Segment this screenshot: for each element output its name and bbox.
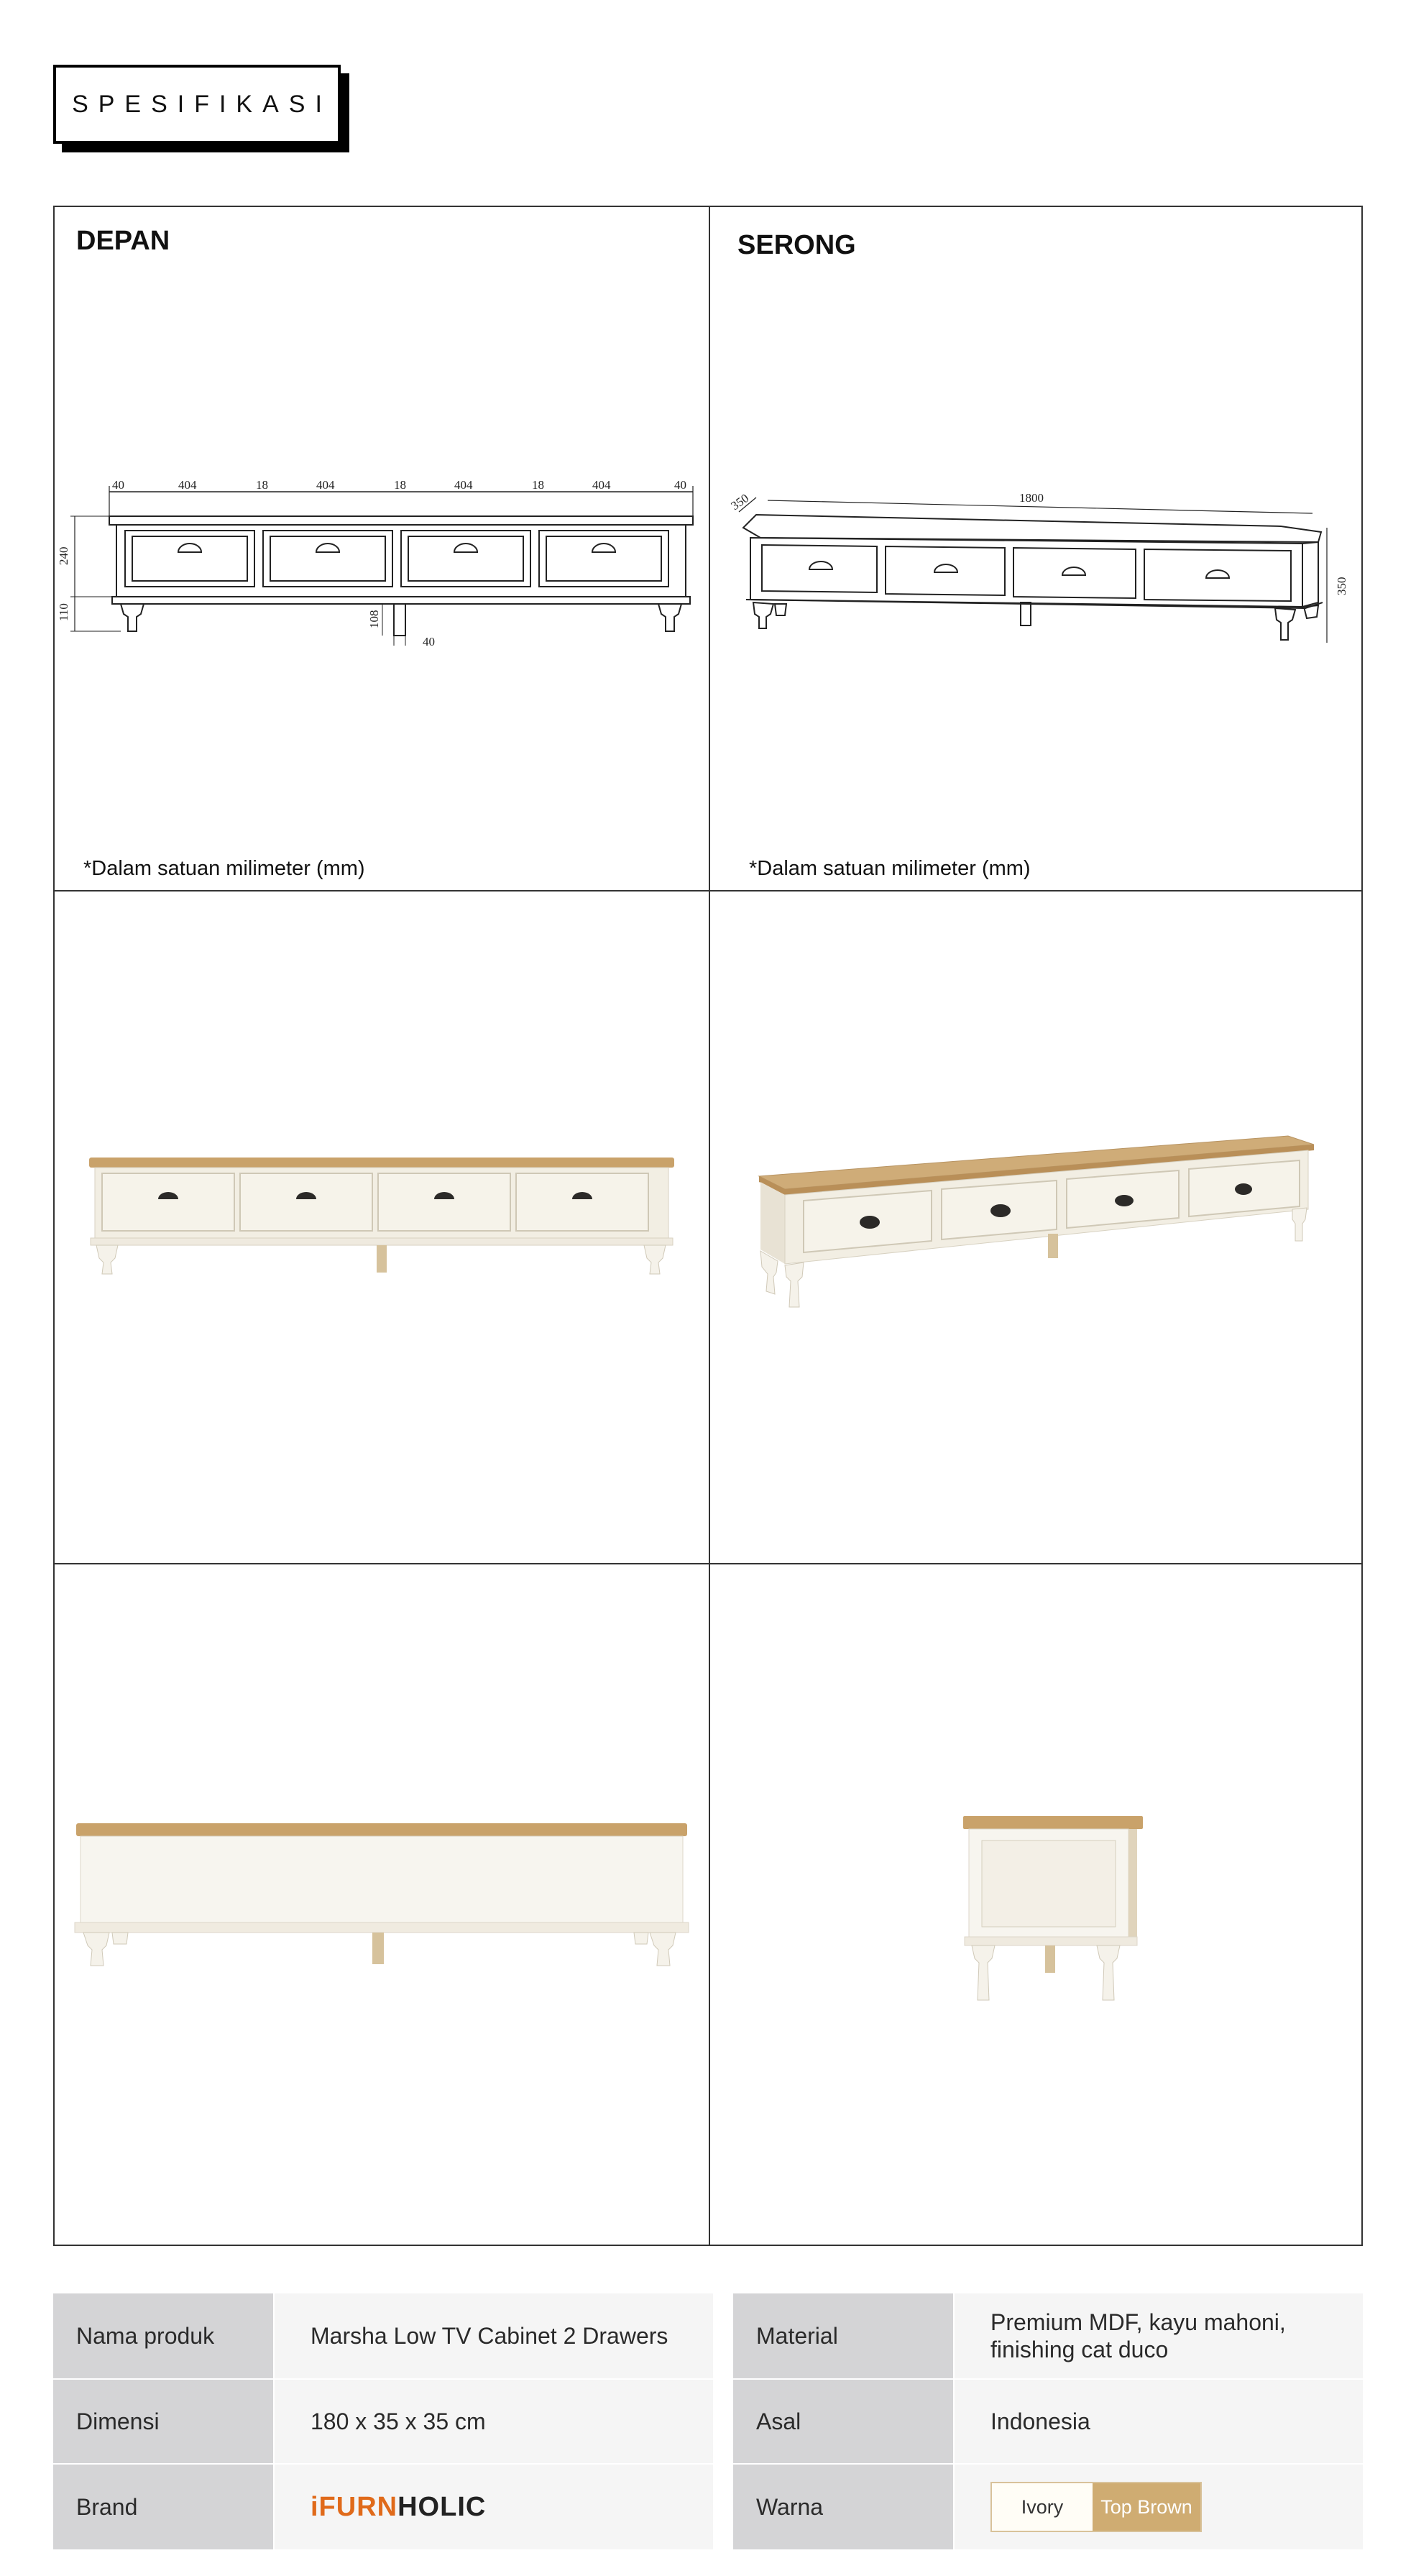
dim-front-leg: 110 [57, 603, 70, 621]
dim-front-1: 404 [178, 480, 197, 492]
dim-angle-depth: 350 [728, 491, 752, 513]
product-photo-front [83, 1150, 680, 1294]
cell-side-photo [710, 1564, 1364, 2247]
product-photo-side [955, 1809, 1149, 2017]
spec-label-material: Material [733, 2293, 953, 2378]
dim-front-center-leg-width: 40 [423, 635, 435, 646]
product-photo-back [69, 1816, 694, 1981]
brand-logo-part2: HOLIC [397, 2491, 487, 2522]
dim-front-2: 18 [256, 480, 268, 492]
product-photo-angle [753, 1129, 1328, 1323]
spec-row-dimension [53, 2380, 1363, 2463]
color-swatch-top-brown: Top Brown [1093, 2483, 1200, 2531]
color-swatch-ivory: Ivory [992, 2483, 1093, 2531]
dim-front-height: 240 [57, 546, 70, 565]
cell-angle-drawing [710, 207, 1364, 890]
spec-label-color: Warna [733, 2465, 953, 2549]
spec-value-brand [275, 2465, 713, 2549]
spec-grid [53, 206, 1363, 2246]
cell-front-photo [55, 891, 709, 1563]
dim-front-4: 18 [394, 480, 406, 492]
angle-view-note: *Dalam satuan milimeter (mm) [749, 857, 1031, 880]
spec-label-product-name: Nama produk [53, 2293, 273, 2378]
front-view-note: *Dalam satuan milimeter (mm) [83, 857, 365, 880]
cell-front-drawing [55, 207, 709, 890]
dim-front-center-leg: 108 [367, 610, 381, 628]
spec-label-brand: Brand [53, 2465, 273, 2549]
front-view-title: DEPAN [76, 226, 170, 256]
cell-back-photo [55, 1564, 709, 2247]
spec-value-product-name: Marsha Low TV Cabinet 2 Drawers [275, 2293, 713, 2378]
dim-front-8: 40 [674, 480, 686, 492]
color-swatches [990, 2482, 1202, 2532]
dim-angle-height: 350 [1335, 577, 1348, 595]
brand-logo [311, 2492, 486, 2523]
spec-value-origin: Indonesia [955, 2380, 1363, 2463]
spec-value-material: Premium MDF, kayu mahoni, finishing cat duco [955, 2293, 1363, 2378]
dim-front-0: 40 [112, 480, 124, 492]
dim-angle-length: 1800 [1019, 491, 1044, 505]
section-header [53, 65, 349, 152]
front-technical-drawing [55, 480, 709, 646]
dim-front-6: 18 [532, 480, 544, 492]
section-title: SPESIFIKASI [72, 90, 332, 118]
section-title-badge [53, 65, 341, 144]
cell-angle-photo [710, 891, 1364, 1563]
dim-front-7: 404 [592, 480, 611, 492]
spec-label-origin: Asal [733, 2380, 953, 2463]
angle-view-title: SERONG [737, 230, 856, 260]
spec-row-name [53, 2293, 1363, 2378]
angle-technical-drawing [710, 487, 1364, 653]
spec-value-dimension: 180 x 35 x 35 cm [275, 2380, 713, 2463]
spec-value-color [955, 2465, 1363, 2549]
spec-row-brand [53, 2465, 1363, 2549]
dim-front-5: 404 [454, 480, 473, 492]
dim-front-3: 404 [316, 480, 335, 492]
brand-logo-part1: iFURN [311, 2491, 398, 2522]
spec-label-dimension: Dimensi [53, 2380, 273, 2463]
